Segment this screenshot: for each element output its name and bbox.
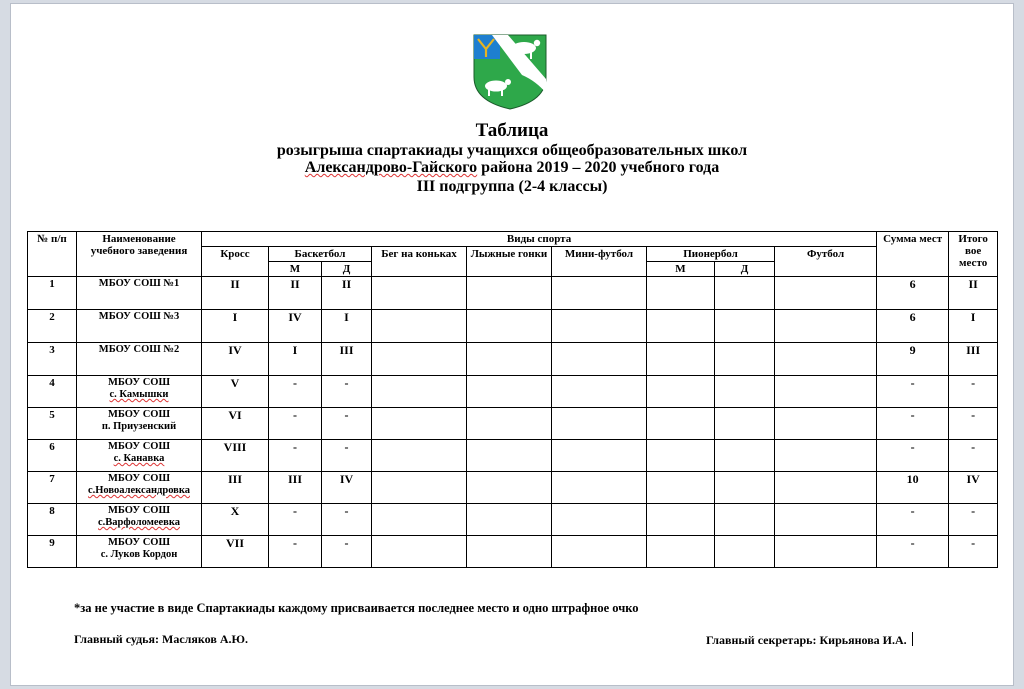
skiing-place [467,536,552,568]
pioneerball-d-place [715,277,775,310]
final-place: - [949,504,998,536]
header-pioneerball: Пионербол [647,247,775,262]
title-line-2 [0,159,1024,176]
header-basketball-m: М [269,262,322,277]
basketball-m-place: - [269,408,322,440]
school-name: МБОУ СОШ №2 [98,344,180,355]
header-total: Итого вое место [949,232,998,277]
final-place: III [949,343,998,376]
sum-places: - [877,536,949,568]
skiing-place [467,504,552,536]
row-school [77,536,202,568]
football-place [775,472,877,504]
school-location: с.Варфоломеевка [98,517,180,528]
school-name: МБОУ СОШ [108,441,170,452]
final-place: - [949,536,998,568]
minifootball-place [552,376,647,408]
school-name: МБОУ СОШ [108,473,170,484]
cross-place: II [202,277,269,310]
skiing-place [467,376,552,408]
cross-place: VI [202,408,269,440]
final-place: - [949,408,998,440]
header-cross: Кросс [202,247,269,277]
table-row [28,536,998,568]
row-school [77,343,202,376]
basketball-d-place: - [322,376,372,408]
pioneerball-d-place [715,536,775,568]
minifootball-place [552,536,647,568]
text-cursor [912,632,913,646]
basketball-m-place: - [269,440,322,472]
cross-place: III [202,472,269,504]
school-location: с. Луков Кордон [100,549,178,560]
skating-place [372,440,467,472]
school-location: с.Новоалександровка [87,485,190,496]
header-pioneerball-d: Д [715,262,775,277]
cross-place: I [202,310,269,343]
title-year: района 2019 – 2020 учебного года [477,159,720,176]
school-location: п. Приузенский [101,421,177,432]
basketball-m-place: - [269,504,322,536]
cross-place: V [202,376,269,408]
pioneerball-d-place [715,504,775,536]
football-place [775,408,877,440]
coat-of-arms-emblem [466,31,554,111]
football-place [775,277,877,310]
basketball-m-place: III [269,472,322,504]
minifootball-place [552,440,647,472]
pioneerball-d-place [715,310,775,343]
skiing-place [467,440,552,472]
final-place: - [949,376,998,408]
final-place: - [949,440,998,472]
footnote: *за не участие в виде Спартакиады каждому присваивается последнее место и одно штрафное очко [74,601,639,615]
pioneerball-d-place [715,440,775,472]
skiing-place [467,277,552,310]
basketball-m-place: IV [269,310,322,343]
row-school [77,408,202,440]
table-row [28,504,998,536]
table-row [28,408,998,440]
cross-place: VII [202,536,269,568]
basketball-d-place: II [322,277,372,310]
row-num: 6 [28,440,77,472]
minifootball-place [552,504,647,536]
school-name: МБОУ СОШ [108,409,170,420]
football-place [775,376,877,408]
row-school [77,376,202,408]
title-line-3: III подгруппа (2-4 классы) [416,178,608,195]
skiing-place [467,343,552,376]
row-num: 8 [28,504,77,536]
header-basketball-d: Д [322,262,372,277]
skiing-place [467,310,552,343]
cross-place: IV [202,343,269,376]
pioneerball-m-place [647,343,715,376]
school-name: МБОУ СОШ №1 [98,278,180,289]
pioneerball-m-place [647,376,715,408]
row-num: 7 [28,472,77,504]
sum-places: - [877,408,949,440]
row-school [77,440,202,472]
minifootball-place [552,310,647,343]
skating-place [372,472,467,504]
sum-places: 6 [877,277,949,310]
row-num: 1 [28,277,77,310]
basketball-m-place: - [269,536,322,568]
title-line-1: розыгрыша спартакиады учащихся общеобразовательных школ [276,142,748,159]
basketball-m-place: I [269,343,322,376]
school-name: МБОУ СОШ [108,377,170,388]
pioneerball-m-place [647,472,715,504]
final-place: IV [949,472,998,504]
table-row [28,310,998,343]
document-title [0,120,1024,195]
sum-places: - [877,376,949,408]
header-num: № п/п [28,232,77,277]
header-minifootball: Мини-футбол [552,247,647,277]
pioneerball-m-place [647,408,715,440]
header-sports: Виды спорта [202,232,877,247]
final-place: I [949,310,998,343]
basketball-d-place: - [322,408,372,440]
basketball-d-place: I [322,310,372,343]
sum-places: - [877,504,949,536]
chief-secretary-line [706,632,913,648]
final-place: II [949,277,998,310]
basketball-d-place: IV [322,472,372,504]
row-num: 9 [28,536,77,568]
football-place [775,343,877,376]
minifootball-place [552,277,647,310]
basketball-d-place: - [322,440,372,472]
skating-place [372,277,467,310]
pioneerball-m-place [647,310,715,343]
header-skating: Бег на коньках [372,247,467,277]
cross-place: VIII [202,440,269,472]
table-row [28,376,998,408]
header-sum: Сумма мест [877,232,949,277]
row-school [77,472,202,504]
basketball-m-place: - [269,376,322,408]
row-school [77,310,202,343]
sum-places: 6 [877,310,949,343]
sum-places: - [877,440,949,472]
basketball-d-place: - [322,536,372,568]
school-name: МБОУ СОШ [108,505,170,516]
skating-place [372,408,467,440]
pioneerball-m-place [647,440,715,472]
header-basketball: Баскетбол [269,247,372,262]
school-location: с. Камышки [109,389,169,400]
row-num: 3 [28,343,77,376]
table-row [28,440,998,472]
skating-place [372,536,467,568]
title-district: Александрово-Гайского [304,159,478,176]
chief-secretary: Главный секретарь: Кирьянова И.А. [706,633,907,647]
table-row [28,472,998,504]
sum-places: 9 [877,343,949,376]
pioneerball-m-place [647,536,715,568]
header-pioneerball-m: М [647,262,715,277]
school-location: с. Канавка [113,453,165,464]
cross-place: X [202,504,269,536]
skating-place [372,504,467,536]
table-row [28,343,998,376]
minifootball-place [552,343,647,376]
header-school: Наименование учебного заведения [77,232,202,277]
header-skiing: Лыжные гонки [467,247,552,277]
school-name: МБОУ СОШ №3 [98,311,180,322]
row-school [77,277,202,310]
school-name: МБОУ СОШ [108,537,170,548]
header-football: Футбол [775,247,877,277]
basketball-d-place: - [322,504,372,536]
pioneerball-d-place [715,408,775,440]
chief-judge: Главный судья: Масляков А.Ю. [74,632,248,646]
basketball-m-place: II [269,277,322,310]
row-school [77,504,202,536]
row-num: 4 [28,376,77,408]
pioneerball-m-place [647,277,715,310]
basketball-d-place: III [322,343,372,376]
table-row [28,277,998,310]
results-table [27,231,998,568]
pioneerball-d-place [715,376,775,408]
skating-place [372,343,467,376]
skiing-place [467,408,552,440]
football-place [775,440,877,472]
skating-place [372,376,467,408]
football-place [775,536,877,568]
skiing-place [467,472,552,504]
skating-place [372,310,467,343]
row-num: 5 [28,408,77,440]
football-place [775,310,877,343]
row-num: 2 [28,310,77,343]
sum-places: 10 [877,472,949,504]
pioneerball-d-place [715,472,775,504]
pioneerball-m-place [647,504,715,536]
minifootball-place [552,408,647,440]
football-place [775,504,877,536]
title-main: Таблица [475,120,549,141]
pioneerball-d-place [715,343,775,376]
minifootball-place [552,472,647,504]
